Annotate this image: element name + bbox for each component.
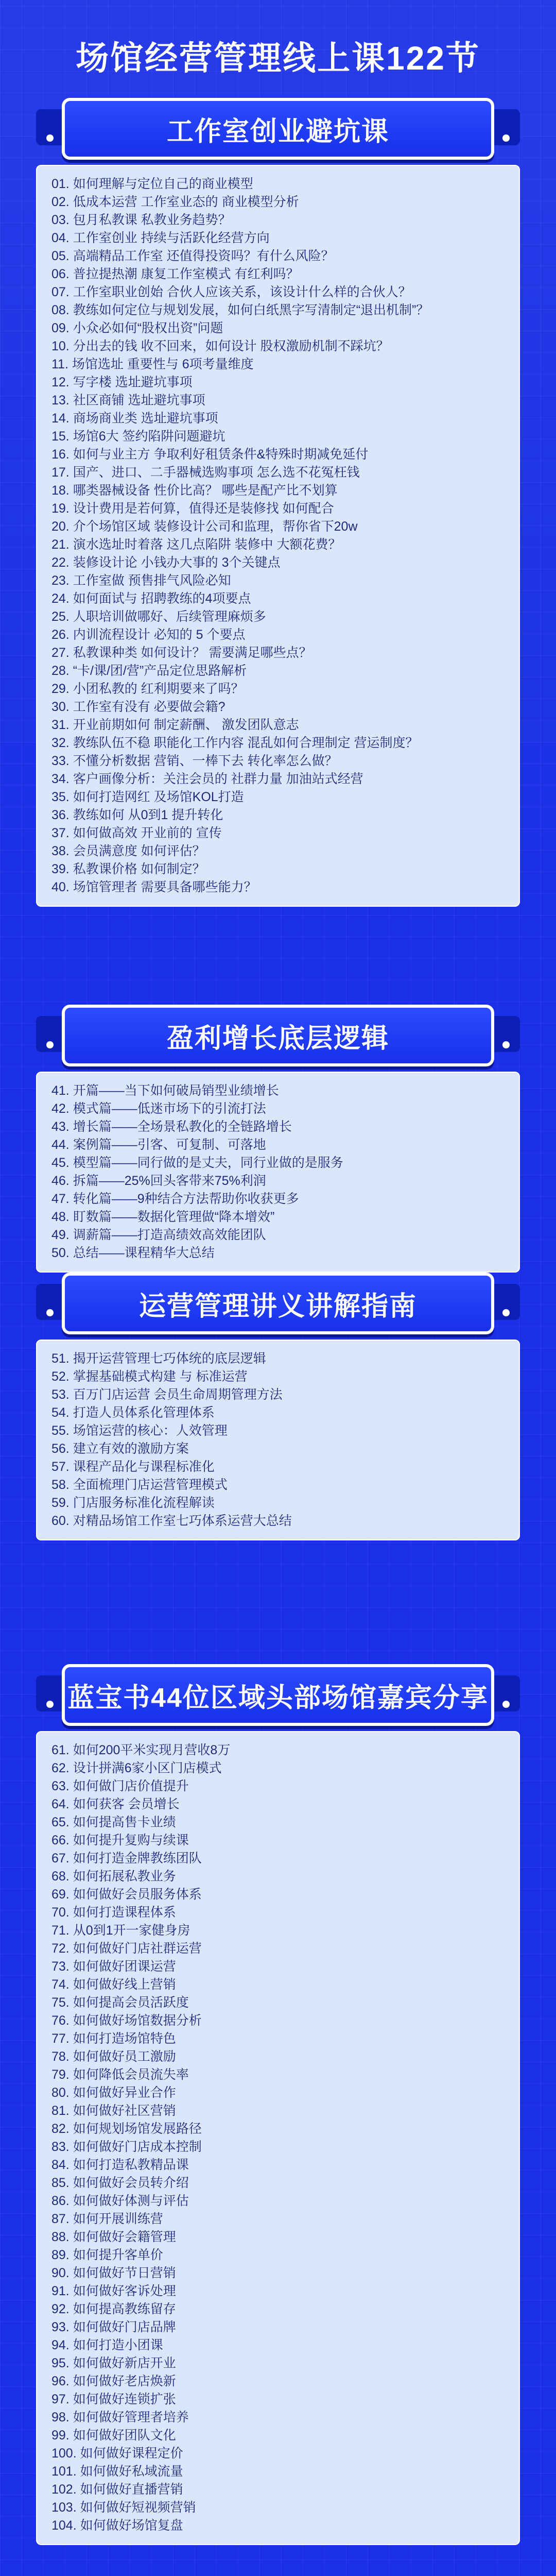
lesson-item: 89. 如何提升客单价 bbox=[51, 2248, 163, 2262]
lesson-item: 44. 案例篇——引客、可复制、可落地 bbox=[51, 1138, 266, 1152]
lesson-item: 42. 模式篇——低迷市场下的引流打法 bbox=[51, 1101, 266, 1116]
lesson-item: 45. 模型篇——同行做的是丈夫，同行业做的是服务 bbox=[51, 1156, 343, 1170]
lesson-item: 36. 教练如何 从0到1 提升转化 bbox=[51, 808, 223, 822]
lesson-item: 99. 如何做好团队文化 bbox=[51, 2428, 176, 2443]
lesson-item: 81. 如何做好社区营销 bbox=[51, 2104, 176, 2118]
lesson-item: 07. 工作室职业创始 合伙人应该关系，该设计什么样的合伙人？ bbox=[51, 285, 411, 299]
decor-dot-icon bbox=[46, 1309, 54, 1316]
lesson-item: 49. 调薪篇——打造高绩效高效能团队 bbox=[51, 1228, 266, 1242]
lesson-item: 41. 开篇——当下如何破局销型业绩增长 bbox=[51, 1083, 279, 1098]
lesson-item: 80. 如何做好异业合作 bbox=[51, 2086, 176, 2100]
lesson-item: 14. 商场商业类 选址避坑事项 bbox=[51, 411, 218, 426]
lesson-item: 86. 如何做好体测与评估 bbox=[51, 2194, 189, 2208]
lesson-item: 70. 如何打造课程体系 bbox=[51, 1905, 176, 1920]
decor-dot-icon bbox=[502, 1041, 510, 1048]
lesson-item: 93. 如何做好门店品牌 bbox=[51, 2320, 176, 2334]
lesson-item: 96. 如何做好老店焕新 bbox=[51, 2374, 176, 2388]
lesson-item: 76. 如何做好场馆数据分析 bbox=[51, 2013, 202, 2028]
lesson-item: 33. 不懂分析数据 营销、一棒下去 转化率怎么做？ bbox=[51, 754, 338, 768]
lesson-item: 79. 如何降低会员流失率 bbox=[51, 2067, 189, 2082]
lesson-item: 43. 增长篇——全场景私教化的全链路增长 bbox=[51, 1120, 292, 1134]
lesson-item: 92. 如何提高教练留存 bbox=[51, 2302, 176, 2316]
lesson-list bbox=[36, 1072, 520, 1273]
lesson-item: 27. 私教课种类 如何设计？ 需要满足哪些点？ bbox=[51, 646, 312, 660]
lesson-item: 12. 写字楼 选址避坑事项 bbox=[51, 375, 193, 389]
lesson-item: 68. 如何拓展私教业务 bbox=[51, 1869, 176, 1884]
lesson-item: 63. 如何做门店价值提升 bbox=[51, 1779, 189, 1793]
page-title: 场馆经营管理线上课122节 bbox=[76, 40, 480, 77]
decor-dot-icon bbox=[46, 134, 54, 142]
lesson-item: 88. 如何做好会籍管理 bbox=[51, 2230, 176, 2244]
decor-dot-icon bbox=[502, 1309, 510, 1316]
section-header bbox=[36, 98, 520, 165]
lesson-item: 29. 小团私教的 红利期要来了吗？ bbox=[51, 682, 244, 696]
lesson-item: 56. 建立有效的激励方案 bbox=[51, 1442, 189, 1456]
lesson-item: 103. 如何做好短视频营销 bbox=[51, 2500, 196, 2515]
lesson-item: 04. 工作室创业 持续与活跃化经营方向 bbox=[51, 231, 270, 245]
lesson-list bbox=[36, 1731, 520, 2545]
lesson-item: 30. 工作室有没有 必要做会籍? bbox=[51, 700, 225, 714]
lesson-item: 16. 如何与业主方 争取利好租赁条件&特殊时期减免延付 bbox=[51, 447, 369, 462]
lesson-item: 75. 如何提高会员活跃度 bbox=[51, 1995, 189, 2010]
lesson-list bbox=[36, 1340, 520, 1540]
lesson-item: 61. 如何200平米实现月营收8万 bbox=[51, 1743, 231, 1757]
lesson-item: 66. 如何提升复购与续课 bbox=[51, 1833, 189, 1848]
lesson-item: 34. 客户画像分析：关注会员的 社群力量 加油站式经营 bbox=[51, 772, 363, 786]
lesson-item: 95. 如何做好新店开业 bbox=[51, 2356, 176, 2370]
lesson-item: 100. 如何做好课程定价 bbox=[51, 2446, 183, 2461]
lesson-item: 46. 拆篇——25%回头客带来75%利润 bbox=[51, 1174, 266, 1188]
lesson-item: 94. 如何打造小团课 bbox=[51, 2338, 163, 2352]
lesson-item: 37. 如何做高效 开业前的 宣传 bbox=[51, 826, 222, 840]
lesson-item: 85. 如何做好会员转介绍 bbox=[51, 2176, 189, 2190]
lesson-item: 23. 工作室做 预售排气风险必知 bbox=[51, 573, 231, 588]
lesson-item: 104. 如何做好场馆复盘 bbox=[51, 2518, 183, 2533]
section-title: 盈利增长底层逻辑 bbox=[62, 1005, 494, 1066]
section-title: 运营管理讲义讲解指南 bbox=[62, 1273, 494, 1334]
lesson-item: 82. 如何规划场馆发展路径 bbox=[51, 2122, 202, 2136]
lesson-item: 38. 会员满意度 如何评估？ bbox=[51, 844, 205, 858]
lesson-item: 13. 社区商铺 选址避坑事项 bbox=[51, 393, 205, 408]
lesson-item: 51. 揭开运营管理七巧体统的底层逻辑 bbox=[51, 1351, 266, 1366]
lesson-item: 64. 如何获客 会员增长 bbox=[51, 1797, 180, 1811]
lesson-item: 62. 设计拼满6家小区门店模式 bbox=[51, 1761, 222, 1775]
lesson-item: 74. 如何做好线上营销 bbox=[51, 1977, 176, 1992]
lesson-item: 47. 转化篇——9种结合方法帮助你收获更多 bbox=[51, 1192, 299, 1206]
decor-dot-icon bbox=[502, 134, 510, 142]
lesson-item: 08. 教练如何定位与规划发展，如何白纸黑字写清制定“退出机制”？ bbox=[51, 303, 429, 317]
lesson-item: 84. 如何打造私教精品课 bbox=[51, 2158, 189, 2172]
lesson-item: 22. 装修设计论 小钱办大事的 3个关键点 bbox=[51, 555, 281, 570]
lesson-item: 26. 内训流程设计 必知的 5 个要点 bbox=[51, 628, 246, 642]
lesson-item: 58. 全面梳理门店运营管理模式 bbox=[51, 1478, 228, 1492]
lesson-item: 52. 掌握基础模式构建 与 标准运营 bbox=[51, 1369, 248, 1384]
lesson-item: 39. 私教课价格 如何制定？ bbox=[51, 862, 205, 876]
decor-dot-icon bbox=[502, 1701, 510, 1708]
lesson-item: 05. 高端精品工作室 还值得投资吗？有什么风险？ bbox=[51, 249, 334, 263]
lesson-item: 06. 普拉提热潮 康复工作室模式 有红利吗？ bbox=[51, 267, 299, 281]
lesson-item: 67. 如何打造金牌教练团队 bbox=[51, 1851, 202, 1866]
lesson-list bbox=[36, 165, 520, 907]
lesson-item: 57. 课程产品化与课程标准化 bbox=[51, 1460, 215, 1474]
lesson-item: 48. 盯数篇——数据化管理做“降本增效” bbox=[51, 1210, 275, 1224]
lesson-item: 21. 演水选址时着落 这几点陷阱 装修中 大额花费？ bbox=[51, 537, 341, 552]
lesson-item: 28. “卡/课/团/营”产品定位思路解析 bbox=[51, 664, 247, 678]
section-header bbox=[36, 1273, 520, 1340]
lesson-item: 65. 如何提高售卡业绩 bbox=[51, 1815, 176, 1829]
lesson-item: 73. 如何做好团课运营 bbox=[51, 1959, 176, 1974]
lesson-item: 35. 如何打造网红 及场馆KOL打造 bbox=[51, 790, 244, 804]
lesson-item: 24. 如何面试与 招聘教练的4项要点 bbox=[51, 591, 251, 606]
lesson-item: 59. 门店服务标准化流程解读 bbox=[51, 1496, 215, 1510]
lesson-item: 90. 如何做好节日营销 bbox=[51, 2266, 176, 2280]
lesson-item: 01. 如何理解与定位自己的商业模型 bbox=[51, 177, 253, 191]
lesson-item: 15. 场馆6大 签约陷阱问题避坑 bbox=[51, 429, 225, 444]
lesson-item: 77. 如何打造场馆特色 bbox=[51, 2031, 176, 2046]
lesson-item: 71. 从0到1开一家健身房 bbox=[51, 1923, 190, 1938]
lesson-item: 25. 人职培训做哪好、后续管理麻烦多 bbox=[51, 609, 266, 624]
section-4 bbox=[36, 1664, 520, 2545]
lesson-item: 60. 对精品场馆工作室七巧体系运营大总结 bbox=[51, 1514, 292, 1528]
section-3 bbox=[36, 1273, 520, 1540]
lesson-item: 101. 如何做好私域流量 bbox=[51, 2464, 183, 2479]
lesson-item: 40. 场馆管理者 需要具备哪些能力？ bbox=[51, 880, 257, 894]
section-title: 蓝宝书44位区域头部场馆嘉宾分享 bbox=[62, 1664, 494, 1726]
lesson-item: 17. 国产、进口、二手器械选购事项 怎么选不花冤枉钱 bbox=[51, 465, 360, 480]
lesson-item: 02. 低成本运营 工作室业态的 商业模型分析 bbox=[51, 195, 299, 209]
lesson-item: 09. 小众必如何“股权出资”问题 bbox=[51, 321, 223, 335]
lesson-item: 11. 场馆选址 重要性与 6项考量维度 bbox=[51, 357, 254, 371]
lesson-item: 97. 如何做好连锁扩张 bbox=[51, 2392, 176, 2406]
lesson-item: 72. 如何做好门店社群运营 bbox=[51, 1941, 202, 1956]
lesson-item: 10. 分出去的钱 收不回来，如何设计 股权激励机制不踩坑？ bbox=[51, 339, 389, 353]
decor-dot-icon bbox=[46, 1041, 54, 1048]
lesson-item: 87. 如何开展训练营 bbox=[51, 2212, 163, 2226]
section-1 bbox=[36, 98, 520, 907]
lesson-item: 31. 开业前期如何 制定薪酬、 激发团队意志 bbox=[51, 718, 299, 732]
section-2 bbox=[36, 1005, 520, 1273]
section-header bbox=[36, 1005, 520, 1072]
lesson-item: 78. 如何做好员工激励 bbox=[51, 2049, 176, 2064]
lesson-item: 18. 哪类器械设备 性价比高？ 哪些是配产比不划算 bbox=[51, 483, 338, 498]
lesson-item: 69. 如何做好会员服务体系 bbox=[51, 1887, 202, 1902]
lesson-item: 102. 如何做好直播营销 bbox=[51, 2482, 183, 2497]
decor-dot-icon bbox=[46, 1701, 54, 1708]
lesson-item: 98. 如何做好管理者培养 bbox=[51, 2410, 189, 2425]
lesson-item: 55. 场馆运营的核心：人效管理 bbox=[51, 1423, 228, 1438]
section-title: 工作室创业避坑课 bbox=[62, 98, 494, 160]
lesson-item: 03. 包月私教课 私教业务趋势？ bbox=[51, 213, 231, 227]
lesson-item: 20. 介个场馆区域 装修设计公司和监理，帮你省下20w bbox=[51, 519, 358, 534]
lesson-item: 53. 百万门店运营 会员生命周期管理方法 bbox=[51, 1387, 283, 1402]
lesson-item: 19. 设计费用是若何算，值得还是装修找 如何配合 bbox=[51, 501, 334, 516]
lesson-item: 54. 打造人员体系化管理体系 bbox=[51, 1405, 215, 1420]
section-header bbox=[36, 1664, 520, 1731]
lesson-item: 50. 总结——课程精华大总结 bbox=[51, 1246, 215, 1260]
lesson-item: 91. 如何做好客诉处理 bbox=[51, 2284, 176, 2298]
lesson-item: 83. 如何做好门店成本控制 bbox=[51, 2140, 202, 2154]
lesson-item: 32. 教练队伍不稳 职能化工作内容 混乱如何合理制定 营运制度？ bbox=[51, 736, 419, 750]
